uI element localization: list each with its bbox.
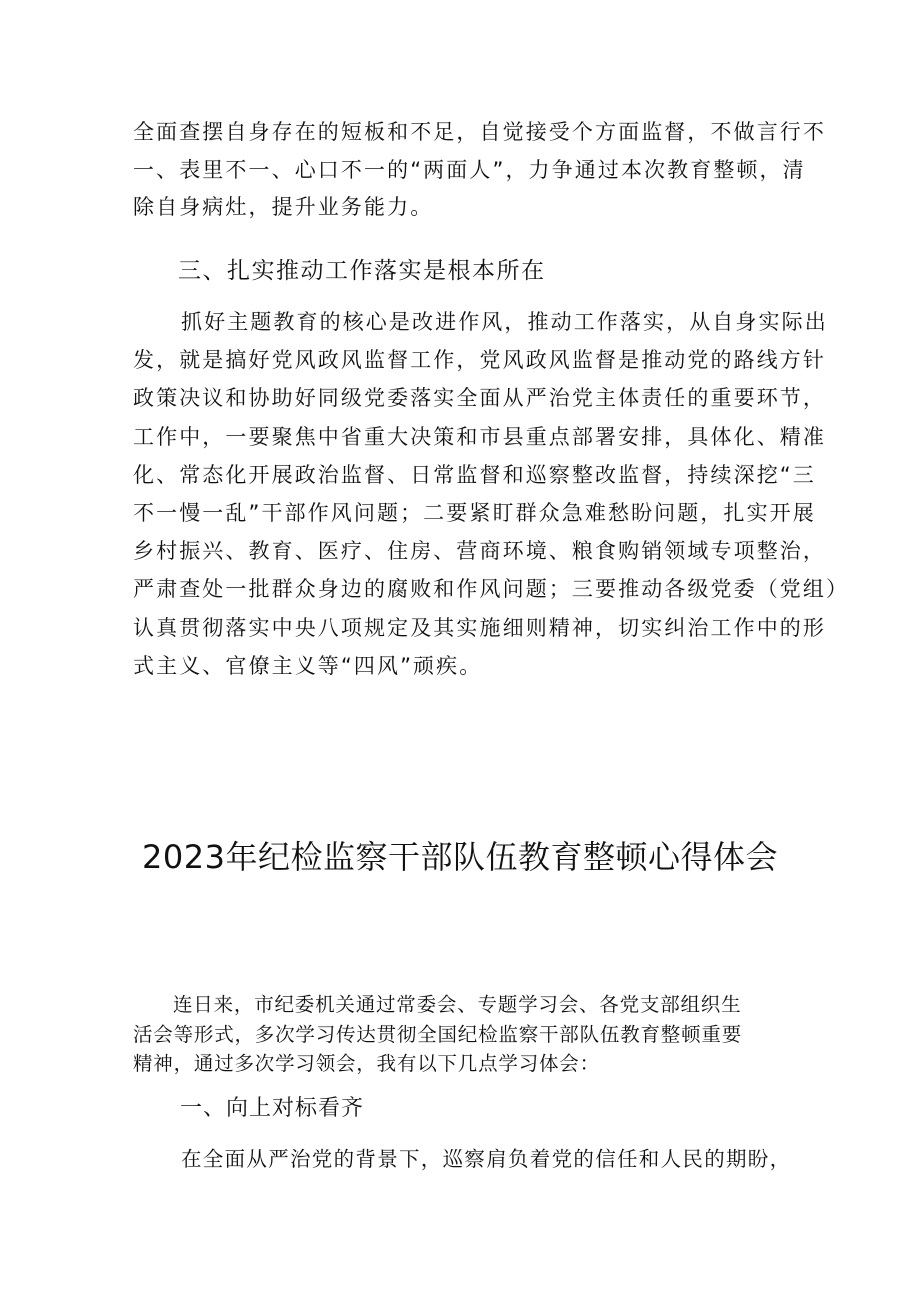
text-line: 认真贯彻落实中央八项规定及其实施细则精神，切实纠治工作中的形 (133, 615, 826, 640)
paragraph-section3-tail (133, 114, 826, 227)
text-line: 活会等形式，多次学习传达贯彻全国纪检监察干部队伍教育整顿重要 (133, 1022, 743, 1046)
text-line: 抓好主题教育的核心是改进作风，推动工作落实，从自身实际出 (181, 310, 828, 334)
text-line: 在全面从严治党的背景下，巡察肩负着党的信任和人民的期盼， (181, 1147, 792, 1171)
subsection-heading: 一、向上对标看齐 (180, 1096, 365, 1121)
text-line: 工作中，一要聚焦中省重大决策和市县重点部署安排，具体化、精准 (133, 424, 826, 449)
paragraph-intro (133, 990, 797, 1079)
text-line: 严肃查处一批群众身边的腐败和作风问题；三要推动各级党委（党组） (133, 577, 850, 602)
text-line: 发，就是搞好党风政风监督工作，党风政风监督是推动党的路线方针 (133, 348, 826, 373)
text-line: 全面查摆自身存在的短板和不足，自觉接受个方面监督，不做言行不 (133, 120, 826, 144)
section-heading: 三、扎实推动工作落实是根本所在 (178, 258, 546, 284)
text-line: 化、常态化开展政治监督、日常监督和巡察整改监督，持续深挖“三 (133, 462, 816, 487)
text-line: 一、表里不一、心口不一的“两面人”，力争通过本次教育整顿，清 (133, 157, 806, 182)
text-line: 连日来，市纪委机关通过常委会、专题学习会、各党支部组织生 (173, 993, 742, 1016)
paragraph-section3 (133, 303, 850, 685)
text-line: 除自身病灶，提升业务能力。 (133, 195, 434, 219)
text-line: 政策决议和协助好同级党委落实全面从严治党主体责任的重要环节， (133, 386, 826, 411)
text-line: 不一慢一乱”干部作风问题；二要紧盯群众急难愁盼问题，扎实开展 (133, 501, 816, 526)
text-line: 乡村振兴、教育、医疗、住房、营商环境、粮食购销领域专项整治， (133, 539, 826, 564)
article-title: 2023年纪检监察干部队伍教育整顿心得体会 (142, 838, 778, 876)
text-line: 式主义、官僚主义等“四风”顽疾。 (133, 653, 483, 678)
paragraph-last (133, 1143, 797, 1175)
text-line: 精神，通过多次学习领会，我有以下几点学习体会： (133, 1052, 600, 1075)
